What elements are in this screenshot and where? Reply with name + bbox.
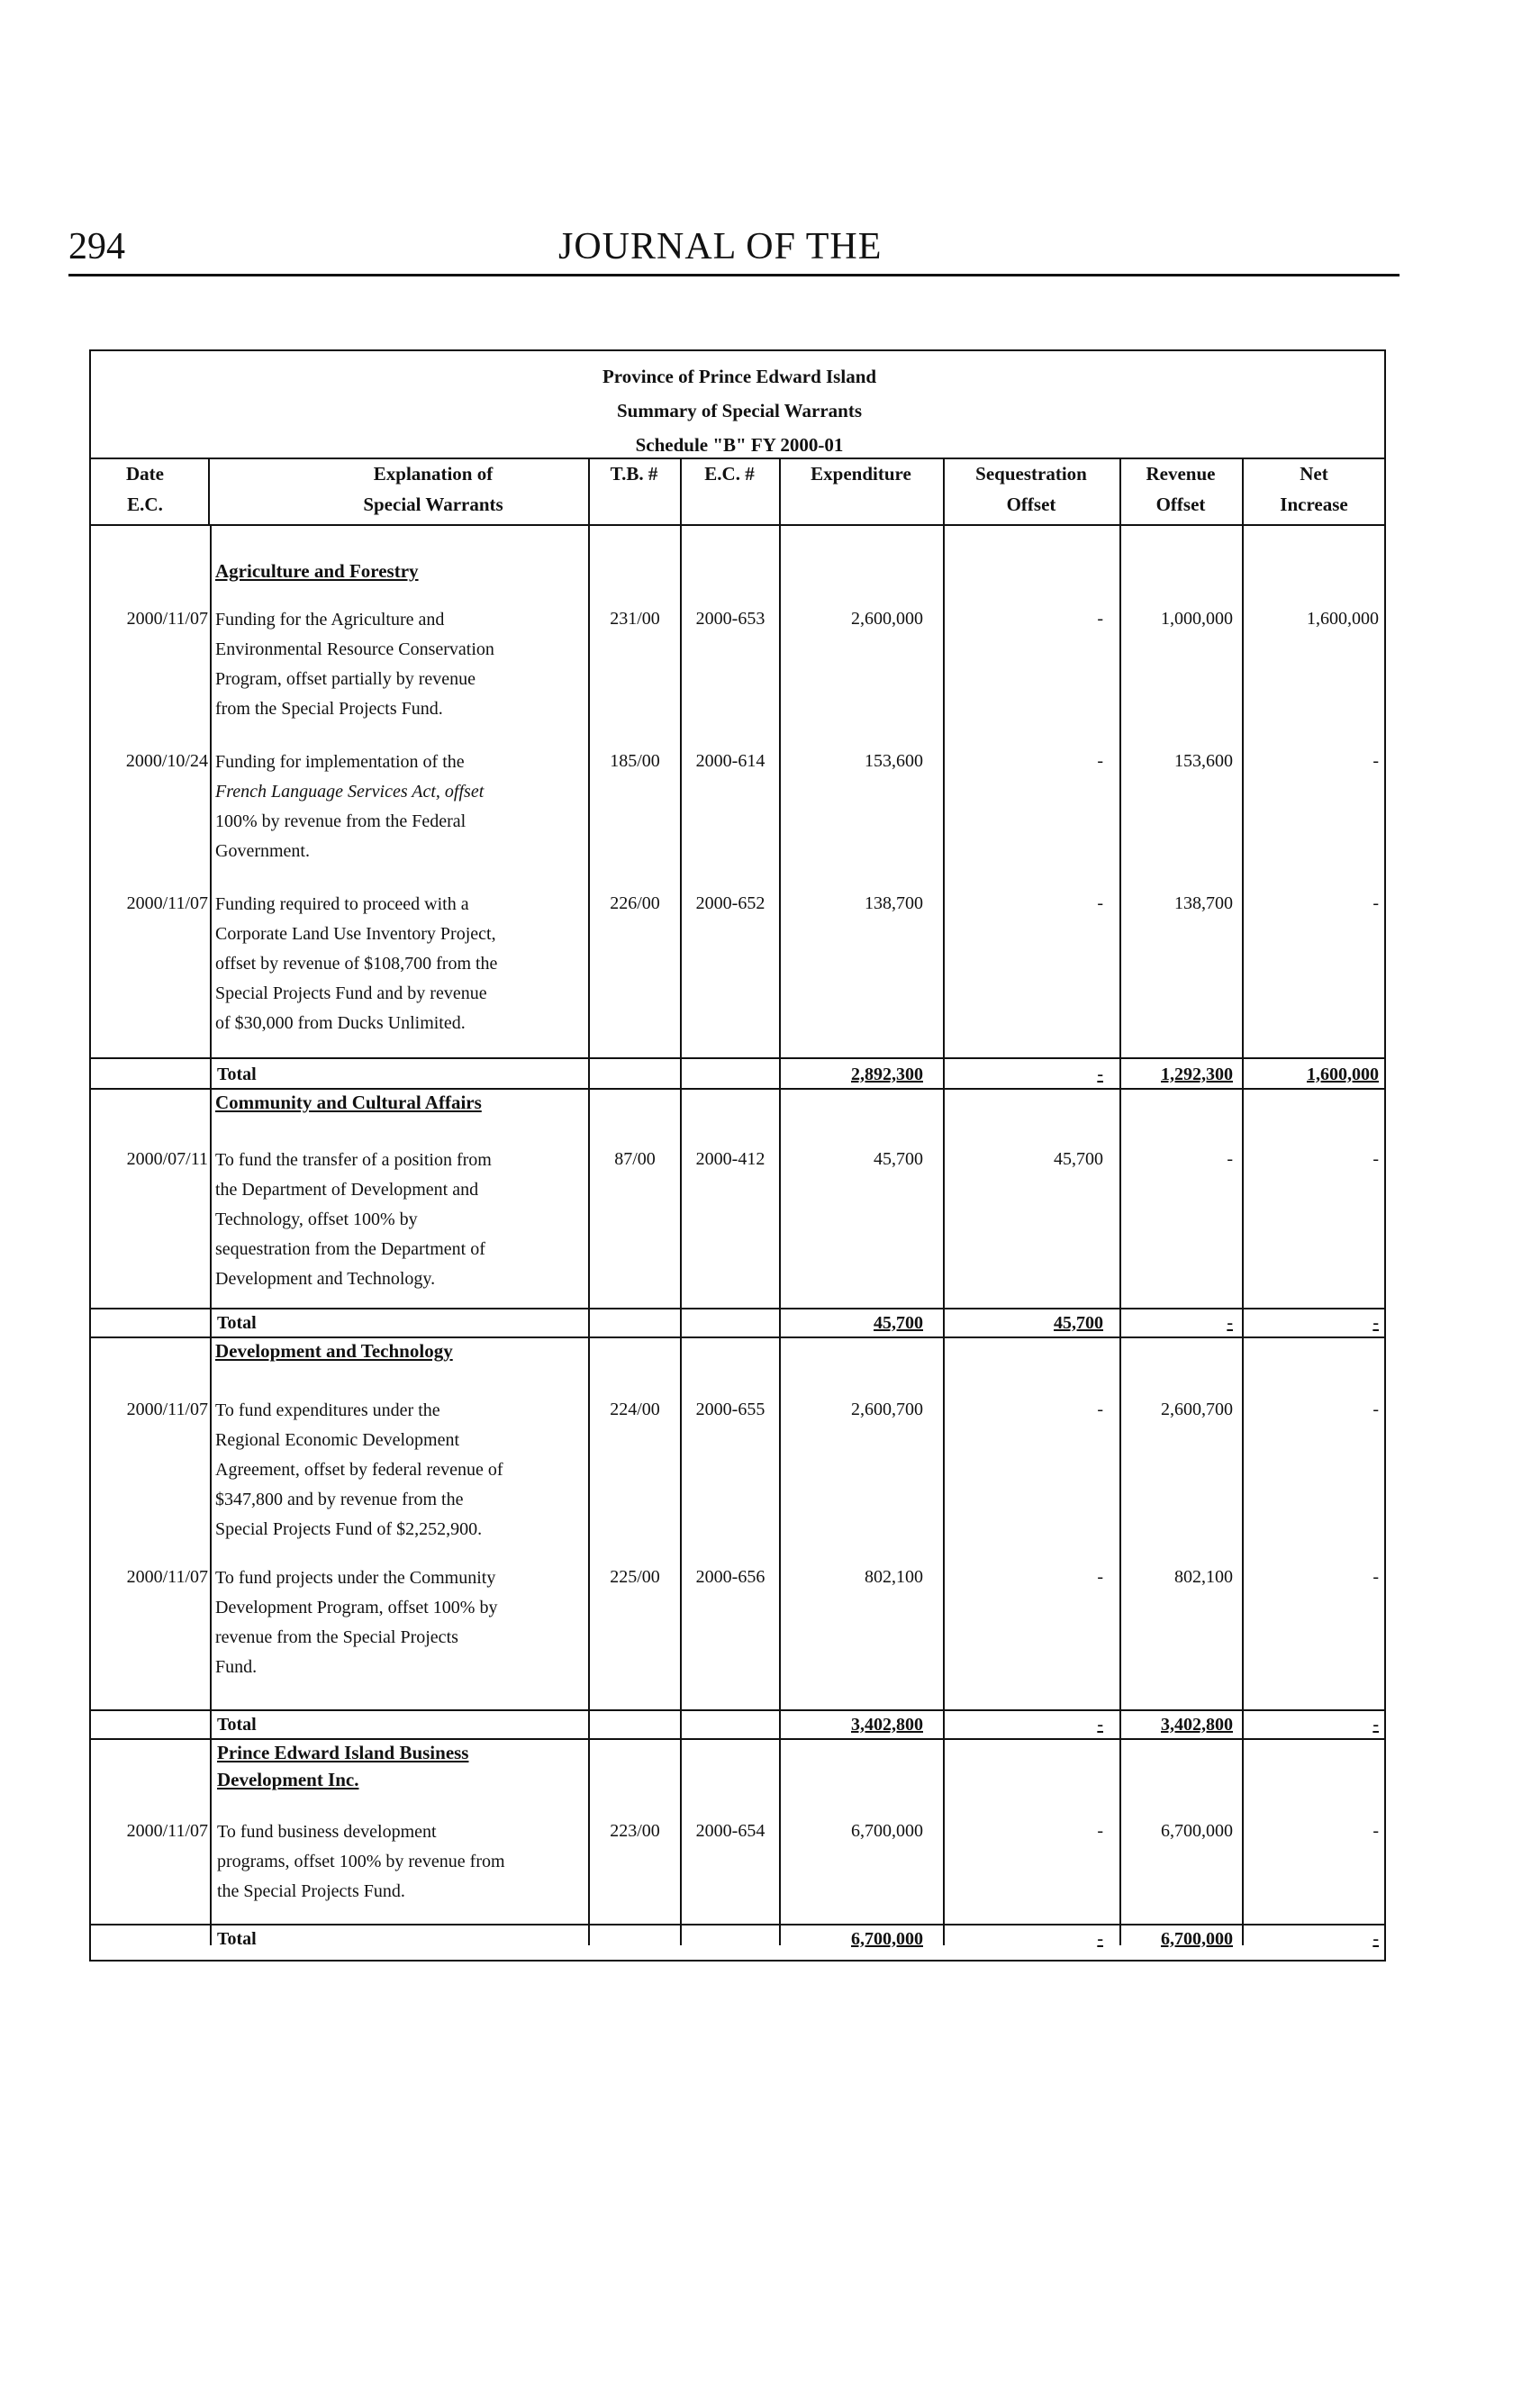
header-bottom-rule <box>91 524 1384 526</box>
row-tb: 87/00 <box>614 1149 656 1169</box>
row-explanation: Funding required to proceed with a Corporate Land Use Inventory Project, offset by revenue of $108,700 from the Special Projects Fund and by revenue of $30,000 from Ducks Unlimited. <box>215 894 498 1033</box>
row-tb: 185/00 <box>610 751 660 771</box>
row-revenue: 2,600,700 <box>1161 1400 1233 1419</box>
total-revenue: - <box>1227 1313 1233 1333</box>
row-net: - <box>1372 1567 1379 1587</box>
vrule-explanation-head <box>208 458 210 524</box>
total-expenditure: 2,892,300 <box>851 1065 923 1084</box>
row-sequestration: 45,700 <box>1054 1149 1103 1169</box>
running-head: JOURNAL OF THE <box>558 226 883 267</box>
row-date: 2000/11/07 <box>126 1821 208 1841</box>
row-explanation: To fund projects under the Community Development Program, offset 100% by revenue from the Special Projects Fund. <box>215 1568 498 1677</box>
section-title-agriculture: Agriculture and Forestry <box>215 560 419 582</box>
vrule-explanation <box>210 524 212 1945</box>
row-expenditure: 6,700,000 <box>851 1821 923 1841</box>
col-net-line-1: Net <box>1300 463 1328 485</box>
col-tb: T.B. # <box>610 463 658 485</box>
row-explanation: To fund business development programs, offset 100% by revenue from the Special Projects Fund. <box>217 1822 505 1901</box>
row-net: - <box>1372 1821 1379 1841</box>
col-expenditure: Expenditure <box>811 463 911 485</box>
total-revenue: 3,402,800 <box>1161 1715 1233 1735</box>
row-date: 2000/11/07 <box>126 1567 208 1587</box>
total-revenue: 6,700,000 <box>1161 1929 1233 1949</box>
row-revenue: 138,700 <box>1174 893 1233 913</box>
row-date: 2000/07/11 <box>126 1149 208 1169</box>
col-date-line-1: Date <box>126 463 164 485</box>
total-net: - <box>1372 1313 1379 1333</box>
total-sequestration: - <box>1097 1715 1103 1735</box>
total-label: Total <box>217 1929 257 1949</box>
col-net-line-2: Increase <box>1280 494 1348 515</box>
row-explanation: Funding for the Agriculture and Environmental Resource Conservation Program, offset partially by revenue from the Special Projects Fund. <box>215 610 494 719</box>
total-top-rule <box>91 1709 1384 1711</box>
row-revenue: 802,100 <box>1174 1567 1233 1587</box>
row-ec: 2000-654 <box>695 1821 765 1841</box>
row-date: 2000/11/07 <box>126 893 208 913</box>
row-sequestration: - <box>1097 751 1103 771</box>
row-explanation: To fund expenditures under the Regional Economic Development Agreement, offset by federal revenue of $347,800 and by revenue from the Special Projects Fund of $2,252,900. <box>215 1400 503 1539</box>
row-date: 2000/10/24 <box>125 751 208 771</box>
header-rule <box>68 274 1400 276</box>
total-top-rule <box>91 1308 1384 1309</box>
col-revenue-line-1: Revenue <box>1146 463 1216 485</box>
row-explanation: Funding for implementation of the French Language Services Act, offset 100% by revenue from the Federal Government. <box>215 752 485 861</box>
row-net: 1,600,000 <box>1307 609 1379 629</box>
special-warrants-table <box>89 349 1386 1962</box>
row-ec: 2000-655 <box>695 1400 765 1419</box>
section-title-development: Development and Technology <box>215 1340 453 1362</box>
total-sequestration: - <box>1097 1929 1103 1949</box>
col-sequestration-line-2: Offset <box>1006 494 1056 515</box>
col-date-line-2: E.C. <box>127 494 163 515</box>
row-revenue: 153,600 <box>1174 751 1233 771</box>
total-sequestration: - <box>1097 1065 1103 1084</box>
page-number: 294 <box>68 226 125 267</box>
row-ec: 2000-653 <box>695 609 765 629</box>
col-explanation-line-1: Explanation of <box>373 463 494 485</box>
row-ec: 2000-656 <box>695 1567 765 1587</box>
table-title-line-3: Schedule "B" FY 2000-01 <box>635 434 844 456</box>
row-expenditure: 45,700 <box>874 1149 923 1169</box>
total-expenditure: 6,700,000 <box>851 1929 923 1949</box>
total-top-rule <box>91 1057 1384 1059</box>
row-expenditure: 802,100 <box>865 1567 923 1587</box>
total-bottom-rule <box>91 1738 1384 1740</box>
row-explanation: To fund the transfer of a position from the Department of Development and Technology, offset 100% by sequestration from the Department of Development and Technology. <box>215 1150 492 1289</box>
row-sequestration: - <box>1097 609 1103 629</box>
row-ec: 2000-412 <box>695 1149 765 1169</box>
section-title-business-development-line-1: Prince Edward Island Business <box>217 1742 469 1763</box>
row-expenditure: 2,600,700 <box>851 1400 923 1419</box>
row-revenue: 6,700,000 <box>1161 1821 1233 1841</box>
row-sequestration: - <box>1097 1821 1103 1841</box>
col-explanation-line-2: Special Warrants <box>363 494 503 515</box>
row-net: - <box>1372 751 1379 771</box>
total-sequestration: 45,700 <box>1054 1313 1103 1333</box>
total-revenue: 1,292,300 <box>1161 1065 1233 1084</box>
row-date: 2000/11/07 <box>126 1400 208 1419</box>
row-expenditure: 138,700 <box>865 893 923 913</box>
row-tb: 226/00 <box>610 893 660 913</box>
row-ec: 2000-652 <box>695 893 765 913</box>
total-expenditure: 45,700 <box>874 1313 923 1333</box>
total-net: 1,600,000 <box>1307 1065 1379 1084</box>
row-revenue: 1,000,000 <box>1161 609 1233 629</box>
total-label: Total <box>217 1313 257 1333</box>
total-net: - <box>1372 1929 1379 1949</box>
total-label: Total <box>217 1715 257 1735</box>
row-net: - <box>1372 1400 1379 1419</box>
table-title-line-1: Province of Prince Edward Island <box>602 366 877 387</box>
section-title-community: Community and Cultural Affairs <box>215 1092 482 1113</box>
total-bottom-rule <box>91 1336 1384 1338</box>
total-top-rule <box>91 1924 1384 1925</box>
row-sequestration: - <box>1097 1400 1103 1419</box>
row-sequestration: - <box>1097 1567 1103 1587</box>
row-sequestration: - <box>1097 893 1103 913</box>
row-date: 2000/11/07 <box>126 609 208 629</box>
col-sequestration-line-1: Sequestration <box>975 463 1087 485</box>
section-title-business-development-line-2: Development Inc. <box>217 1769 359 1790</box>
row-revenue: - <box>1227 1149 1233 1169</box>
row-net: - <box>1372 1149 1379 1169</box>
table-title-line-2: Summary of Special Warrants <box>616 400 863 421</box>
vrule-ec <box>680 458 682 1945</box>
row-ec: 2000-614 <box>695 751 765 771</box>
total-expenditure: 3,402,800 <box>851 1715 923 1735</box>
total-label: Total <box>217 1065 257 1084</box>
total-net: - <box>1372 1715 1379 1735</box>
row-expenditure: 153,600 <box>865 751 923 771</box>
header-top-rule <box>91 458 1384 459</box>
col-revenue-line-2: Offset <box>1155 494 1206 515</box>
row-tb: 223/00 <box>610 1821 660 1841</box>
total-bottom-rule <box>91 1088 1384 1090</box>
row-net: - <box>1372 893 1379 913</box>
col-ec: E.C. # <box>704 463 755 485</box>
row-tb: 225/00 <box>610 1567 660 1587</box>
vrule-tb <box>588 458 590 1945</box>
row-tb: 231/00 <box>610 609 660 629</box>
row-tb: 224/00 <box>610 1400 660 1419</box>
row-expenditure: 2,600,000 <box>851 609 923 629</box>
